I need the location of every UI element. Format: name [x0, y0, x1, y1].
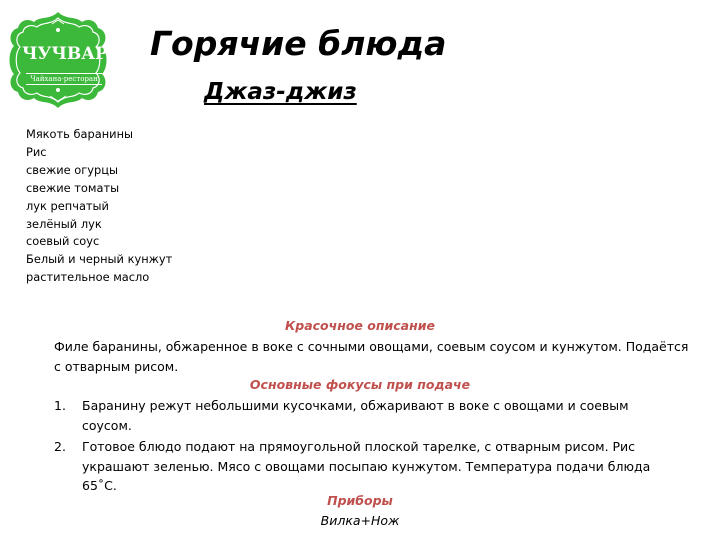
serving-item-text: Баранину режут небольшими кусочками, обжаривают в воке с овощами и соевым соусом.	[82, 398, 629, 433]
serving-item-number: 2.	[54, 439, 66, 454]
ingredient-item: лук репчатый	[26, 198, 109, 213]
page-title: Горячие блюда	[150, 24, 447, 63]
serving-item-text: Готовое блюдо подают на прямоугольной плоской тарелке, с отварным рисом. Рис украшают зеленью. Мясо с овощами посыпаю кунжутом. Температура подачи блюда 65˚С.	[82, 439, 651, 493]
ingredient-item: зелёный лук	[26, 216, 102, 231]
ingredients-list	[26, 126, 172, 287]
serving-list	[54, 396, 674, 498]
serving-heading: Основные фокусы при подаче	[249, 377, 471, 392]
serving-item	[54, 437, 674, 496]
dish-name: Джаз-джиз	[204, 79, 357, 105]
description-heading: Красочное описание	[285, 318, 435, 333]
ingredient-item: Рис	[26, 144, 47, 159]
ingredient-item: растительное масло	[26, 270, 150, 285]
logo-title: ЧУЧВАРА	[22, 44, 122, 64]
restaurant-logo	[6, 10, 122, 110]
serving-item	[54, 396, 674, 435]
description-text: Филе баранины, обжаренное в воке с сочными овощами, соевым соусом и кунжутом. Подаётся с отварным рисом.	[54, 339, 689, 374]
cutlery-text: Вилка+Нож	[320, 513, 400, 528]
cutlery-heading: Приборы	[327, 493, 393, 508]
ingredient-item: Белый и черный кунжут	[26, 252, 173, 267]
logo-subtitle: Чайхана-ресторан	[26, 73, 102, 85]
ingredient-item: соевый соус	[26, 234, 100, 249]
ingredient-item: свежие огурцы	[26, 162, 118, 177]
serving-item-number: 1.	[54, 398, 66, 413]
ingredient-item: свежие томаты	[26, 180, 120, 195]
ingredient-item: Мякоть баранины	[26, 127, 134, 141]
